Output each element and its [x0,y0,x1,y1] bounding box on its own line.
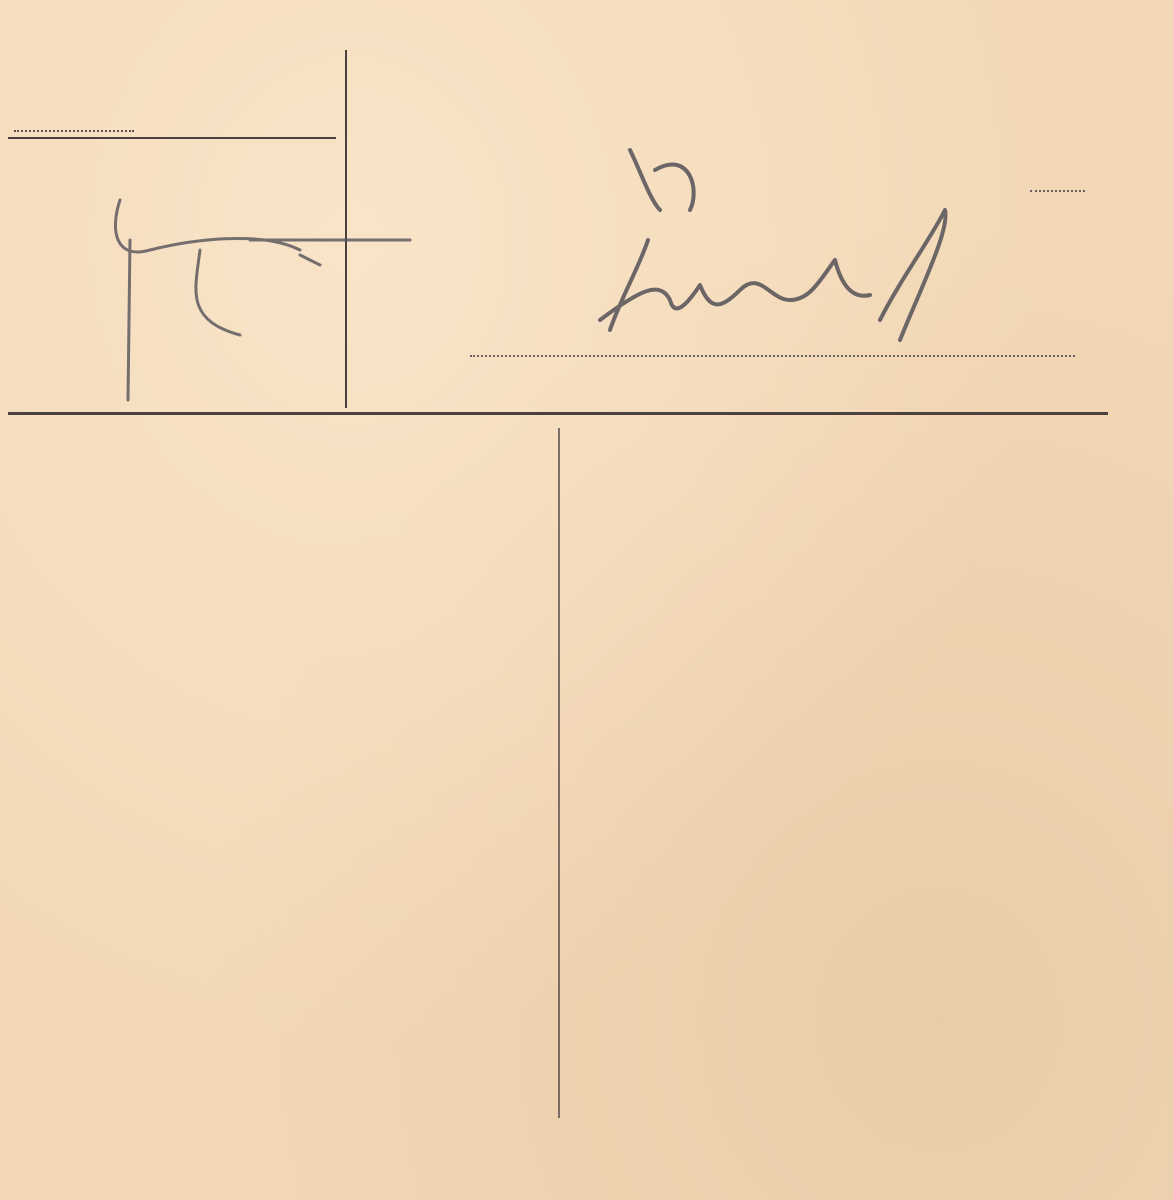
pencil-mark [115,200,410,400]
signature-scribble [600,150,946,340]
